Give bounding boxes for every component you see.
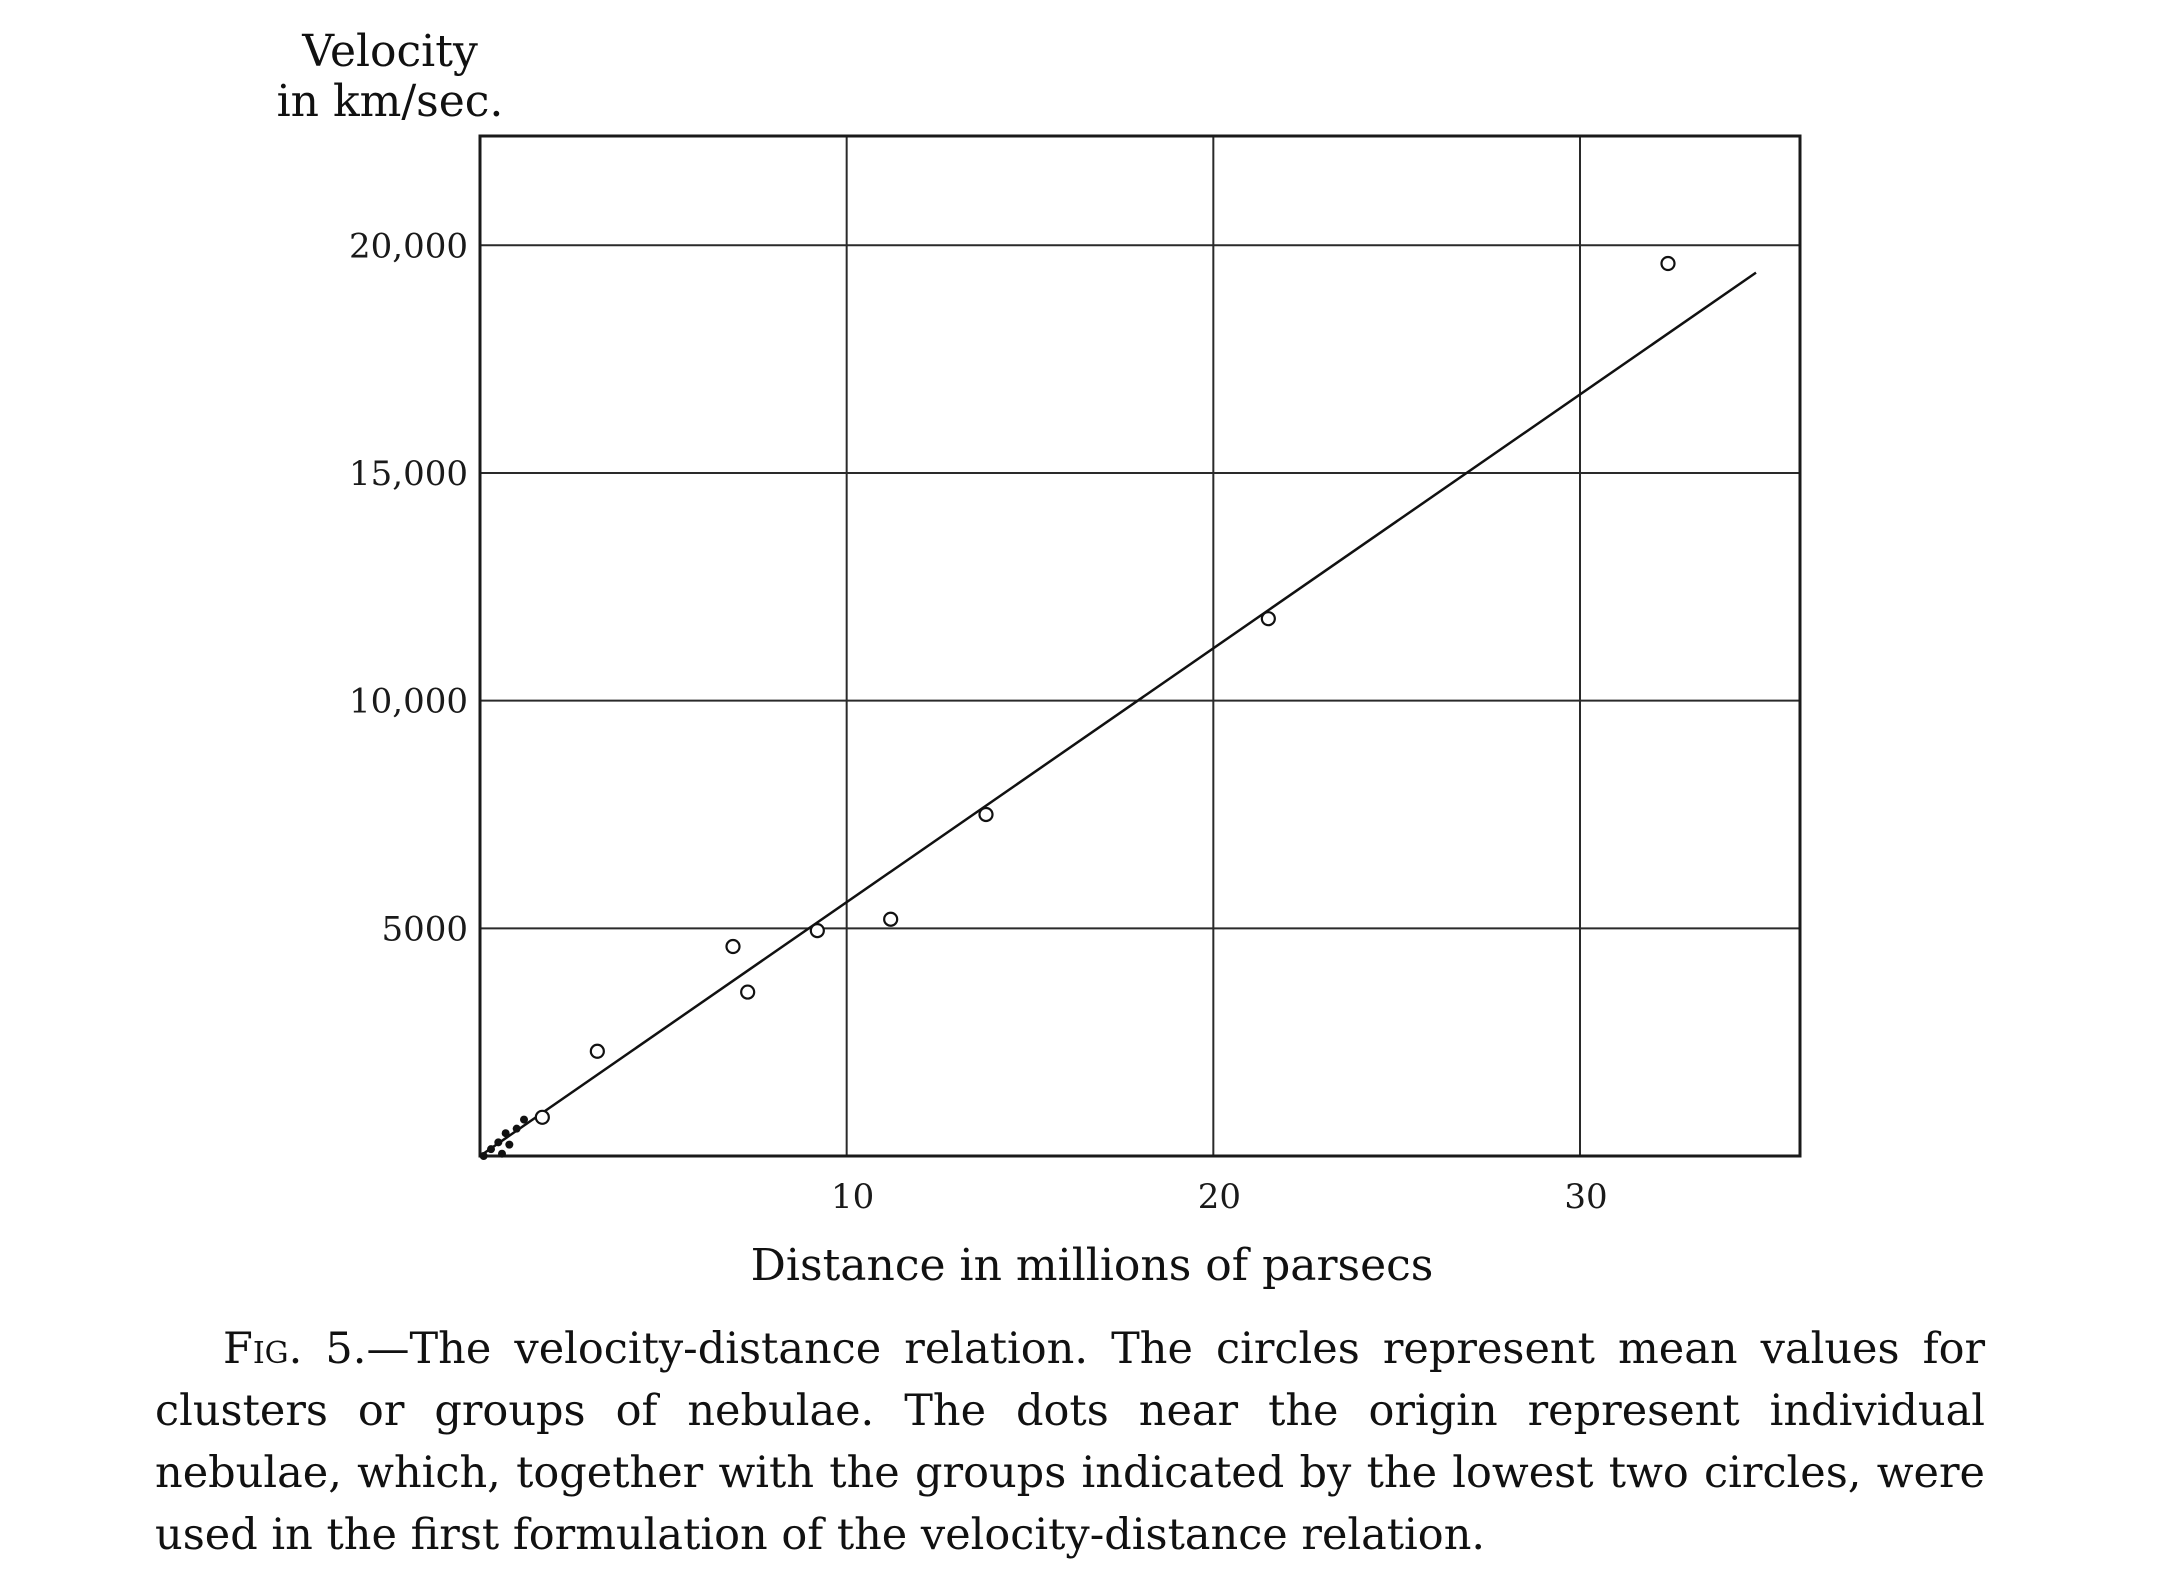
cluster-mean-circle (741, 986, 754, 999)
y-axis-label-line2: in km/sec. (276, 76, 504, 127)
y-axis-label-line1: Velocity (302, 26, 478, 77)
data-points (480, 257, 1675, 1160)
x-tick-label: 30 (1564, 1177, 1608, 1217)
plot-frame (480, 136, 1800, 1156)
individual-nebula-dot (502, 1129, 510, 1137)
trend-line (480, 273, 1756, 1156)
cluster-mean-circle (727, 940, 740, 953)
figure-label: Fig. 5. (223, 1324, 367, 1374)
regression-line (480, 273, 1756, 1156)
individual-nebula-dot (494, 1138, 502, 1146)
cluster-mean-circle (1262, 612, 1275, 625)
individual-nebula-dot (513, 1125, 521, 1133)
cluster-mean-circle (591, 1045, 604, 1058)
y-tick-labels (349, 226, 468, 949)
caption-text: —The velocity-distance relation. The circles represent mean values for clusters or groups of nebulae. The dots near the origin represent individual nebulae, which, together with the groups indicated by the lowest two circles, were used in the first formulation of the velocity-distance relation. (155, 1324, 1986, 1560)
cluster-mean-circle (536, 1111, 549, 1124)
x-axis-label: Distance in millions of parsecs (750, 1240, 1434, 1291)
y-tick-label: 20,000 (349, 226, 468, 267)
x-tick-label: 10 (831, 1177, 875, 1217)
cluster-mean-circle (811, 924, 824, 937)
individual-nebula-dot (480, 1152, 488, 1160)
y-tick-label: 10,000 (349, 681, 468, 722)
individual-nebula-dot (487, 1145, 495, 1153)
cluster-mean-circle (1662, 257, 1675, 270)
individual-nebula-dot (505, 1141, 513, 1149)
y-tick-label: 15,000 (349, 453, 468, 494)
grid-lines (480, 136, 1800, 1156)
individual-nebula-dot (520, 1116, 528, 1124)
y-tick-label: 5000 (381, 909, 468, 950)
cluster-mean-circle (980, 808, 993, 821)
x-tick-labels (831, 1177, 1608, 1217)
figure-caption (155, 1318, 1985, 1566)
cluster-mean-circle (884, 913, 897, 926)
x-tick-label: 20 (1197, 1177, 1241, 1217)
individual-nebula-dot (498, 1150, 506, 1158)
